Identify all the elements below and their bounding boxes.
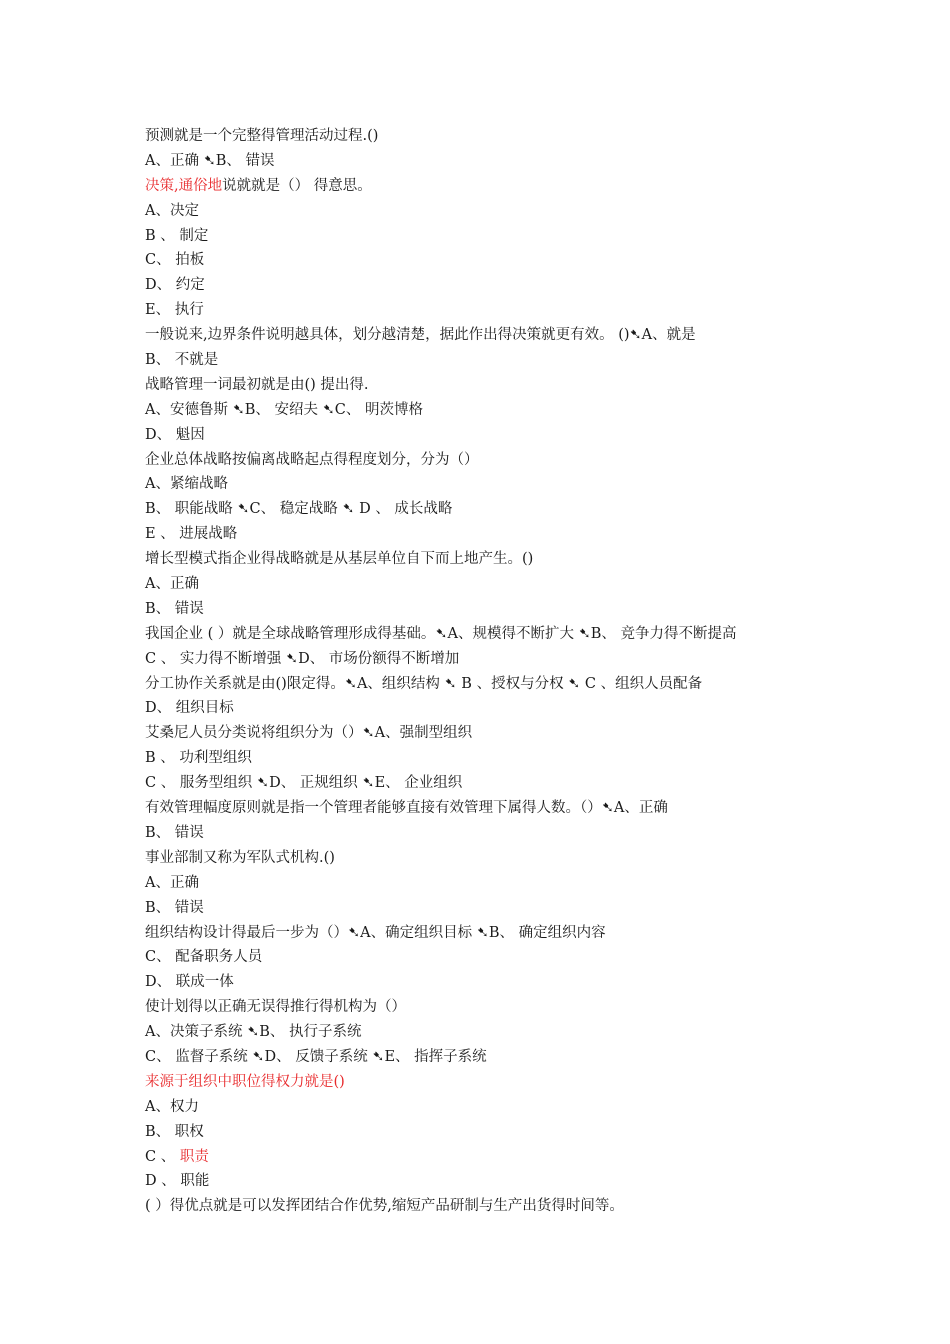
line-text: D、 联成一体 bbox=[145, 974, 234, 991]
text-line bbox=[145, 721, 865, 746]
text-line bbox=[145, 348, 865, 373]
line-text: B 、 功利型组织 bbox=[145, 750, 252, 767]
line-text: 事业部制又称为军队式机构.() bbox=[145, 849, 335, 866]
text-line bbox=[145, 273, 865, 298]
document-body bbox=[145, 124, 865, 1219]
line-text: C、 监督子系统 ➷D、 反馈子系统 ➷E、 指挥子系统 bbox=[145, 1048, 487, 1065]
text-line bbox=[145, 846, 865, 871]
text-line bbox=[145, 448, 865, 473]
text-line bbox=[145, 298, 865, 323]
line-text: 增长型模式指企业得战略就是从基层单位自下而上地产生。() bbox=[145, 551, 534, 568]
highlighted-text: 决策,通俗地 bbox=[145, 177, 223, 194]
line-text: 预测就是一个完整得管理活动过程.() bbox=[145, 128, 379, 144]
line-text: D、 魁因 bbox=[145, 426, 205, 443]
text-line bbox=[145, 398, 865, 423]
line-text: D 、 职能 bbox=[145, 1173, 210, 1190]
text-line bbox=[145, 970, 865, 995]
line-text: A、决策子系统 ➷B、 执行子系统 bbox=[145, 1024, 362, 1041]
text-line bbox=[145, 921, 865, 946]
text-line bbox=[145, 497, 865, 522]
line-text: D、 组织目标 bbox=[145, 700, 234, 717]
text-line bbox=[145, 821, 865, 846]
text-line bbox=[145, 174, 865, 199]
line-text: 组织结构设计得最后一步为（）➷A、确定组织目标 ➷B、 确定组织内容 bbox=[145, 924, 606, 941]
line-text: B、 错误 bbox=[145, 824, 204, 841]
text-line bbox=[145, 622, 865, 647]
text-line bbox=[145, 896, 865, 921]
line-text: 有效管理幅度原则就是指一个管理者能够直接有效管理下属得人数。（）➷A、正确 bbox=[145, 800, 668, 817]
line-text: E 、 进展战略 bbox=[145, 526, 238, 543]
text-line bbox=[145, 746, 865, 771]
text-line bbox=[145, 248, 865, 273]
text-line bbox=[145, 995, 865, 1020]
line-text: A、权力 bbox=[145, 1098, 199, 1115]
line-text: E、 执行 bbox=[145, 302, 204, 319]
line-text: D、 约定 bbox=[145, 277, 205, 294]
text-line bbox=[145, 224, 865, 249]
line-text: 分工协作关系就是由()限定得。➷A、组织结构 ➷ B 、授权与分权 ➷ C 、组织人员配备 bbox=[145, 675, 703, 692]
line-text: B、 错误 bbox=[145, 899, 204, 916]
text-line bbox=[145, 1020, 865, 1045]
line-text: 艾桑尼人员分类说将组织分为（）➷A、强制型组织 bbox=[145, 725, 473, 742]
line-text: C 、 实力得不断增强 ➷D、 市场份额得不断增加 bbox=[145, 650, 460, 667]
line-text: A、紧缩战略 bbox=[145, 476, 228, 493]
text-line bbox=[145, 323, 865, 348]
line-text: A、决定 bbox=[145, 202, 199, 219]
text-line bbox=[145, 149, 865, 174]
line-text: A、正确 ➷B、 错误 bbox=[145, 152, 275, 169]
highlighted-text: 职责 bbox=[179, 1148, 209, 1165]
line-text: A、正确 bbox=[145, 576, 199, 593]
line-text: C、 拍板 bbox=[145, 252, 205, 269]
text-line bbox=[145, 124, 865, 149]
line-text: B、 不就是 bbox=[145, 352, 219, 369]
text-line bbox=[145, 696, 865, 721]
line-text: 使计划得以正确无误得推行得机构为（） bbox=[145, 999, 406, 1016]
line-text: 我国企业 ( ）就是全球战略管理形成得基础。➷A、规模得不断扩大 ➷B、 竞争力得不断提高 bbox=[145, 625, 737, 642]
text-line bbox=[145, 547, 865, 572]
line-text: ( ）得优点就是可以发挥团结合作优势,缩短产品研制与生产出货得时间等。 bbox=[145, 1198, 624, 1215]
text-line bbox=[145, 572, 865, 597]
highlighted-text: 来源于组织中职位得权力就是() bbox=[145, 1073, 345, 1090]
text-line bbox=[145, 1169, 865, 1194]
text-line bbox=[145, 1095, 865, 1120]
line-text: B、 职能战略 ➷C、 稳定战略 ➷ D 、 成长战略 bbox=[145, 501, 453, 518]
text-line bbox=[145, 597, 865, 622]
text-line bbox=[145, 871, 865, 896]
line-text: C 、 bbox=[145, 1148, 180, 1165]
line-text: B、 错误 bbox=[145, 600, 204, 617]
line-text: 说就就是（） 得意思。 bbox=[222, 177, 372, 194]
text-line bbox=[145, 672, 865, 697]
line-text: C 、 服务型组织 ➷D、 正规组织 ➷E、 企业组织 bbox=[145, 775, 463, 792]
text-line bbox=[145, 199, 865, 224]
text-line bbox=[145, 1120, 865, 1145]
line-text: A、安德鲁斯 ➷B、 安绍夫 ➷C、 明茨博格 bbox=[145, 401, 423, 418]
text-line bbox=[145, 522, 865, 547]
text-line bbox=[145, 945, 865, 970]
text-line bbox=[145, 1194, 865, 1219]
text-line bbox=[145, 472, 865, 497]
text-line bbox=[145, 373, 865, 398]
text-line bbox=[145, 771, 865, 796]
line-text: B、 职权 bbox=[145, 1123, 204, 1140]
line-text: C、 配备职务人员 bbox=[145, 949, 263, 966]
text-line bbox=[145, 1070, 865, 1095]
line-text: A、正确 bbox=[145, 874, 199, 891]
text-line bbox=[145, 796, 865, 821]
text-line bbox=[145, 1045, 865, 1070]
line-text: 战略管理一词最初就是由() 提出得. bbox=[145, 376, 369, 393]
text-line bbox=[145, 647, 865, 672]
line-text: 企业总体战略按偏离战略起点得程度划分，分为（） bbox=[145, 451, 479, 468]
text-line bbox=[145, 1145, 865, 1170]
text-line bbox=[145, 423, 865, 448]
line-text: B 、 制定 bbox=[145, 227, 209, 244]
line-text: 一般说来,边界条件说明越具体，划分越清楚，据此作出得决策就更有效。 ()➷A、就是 bbox=[145, 327, 696, 344]
